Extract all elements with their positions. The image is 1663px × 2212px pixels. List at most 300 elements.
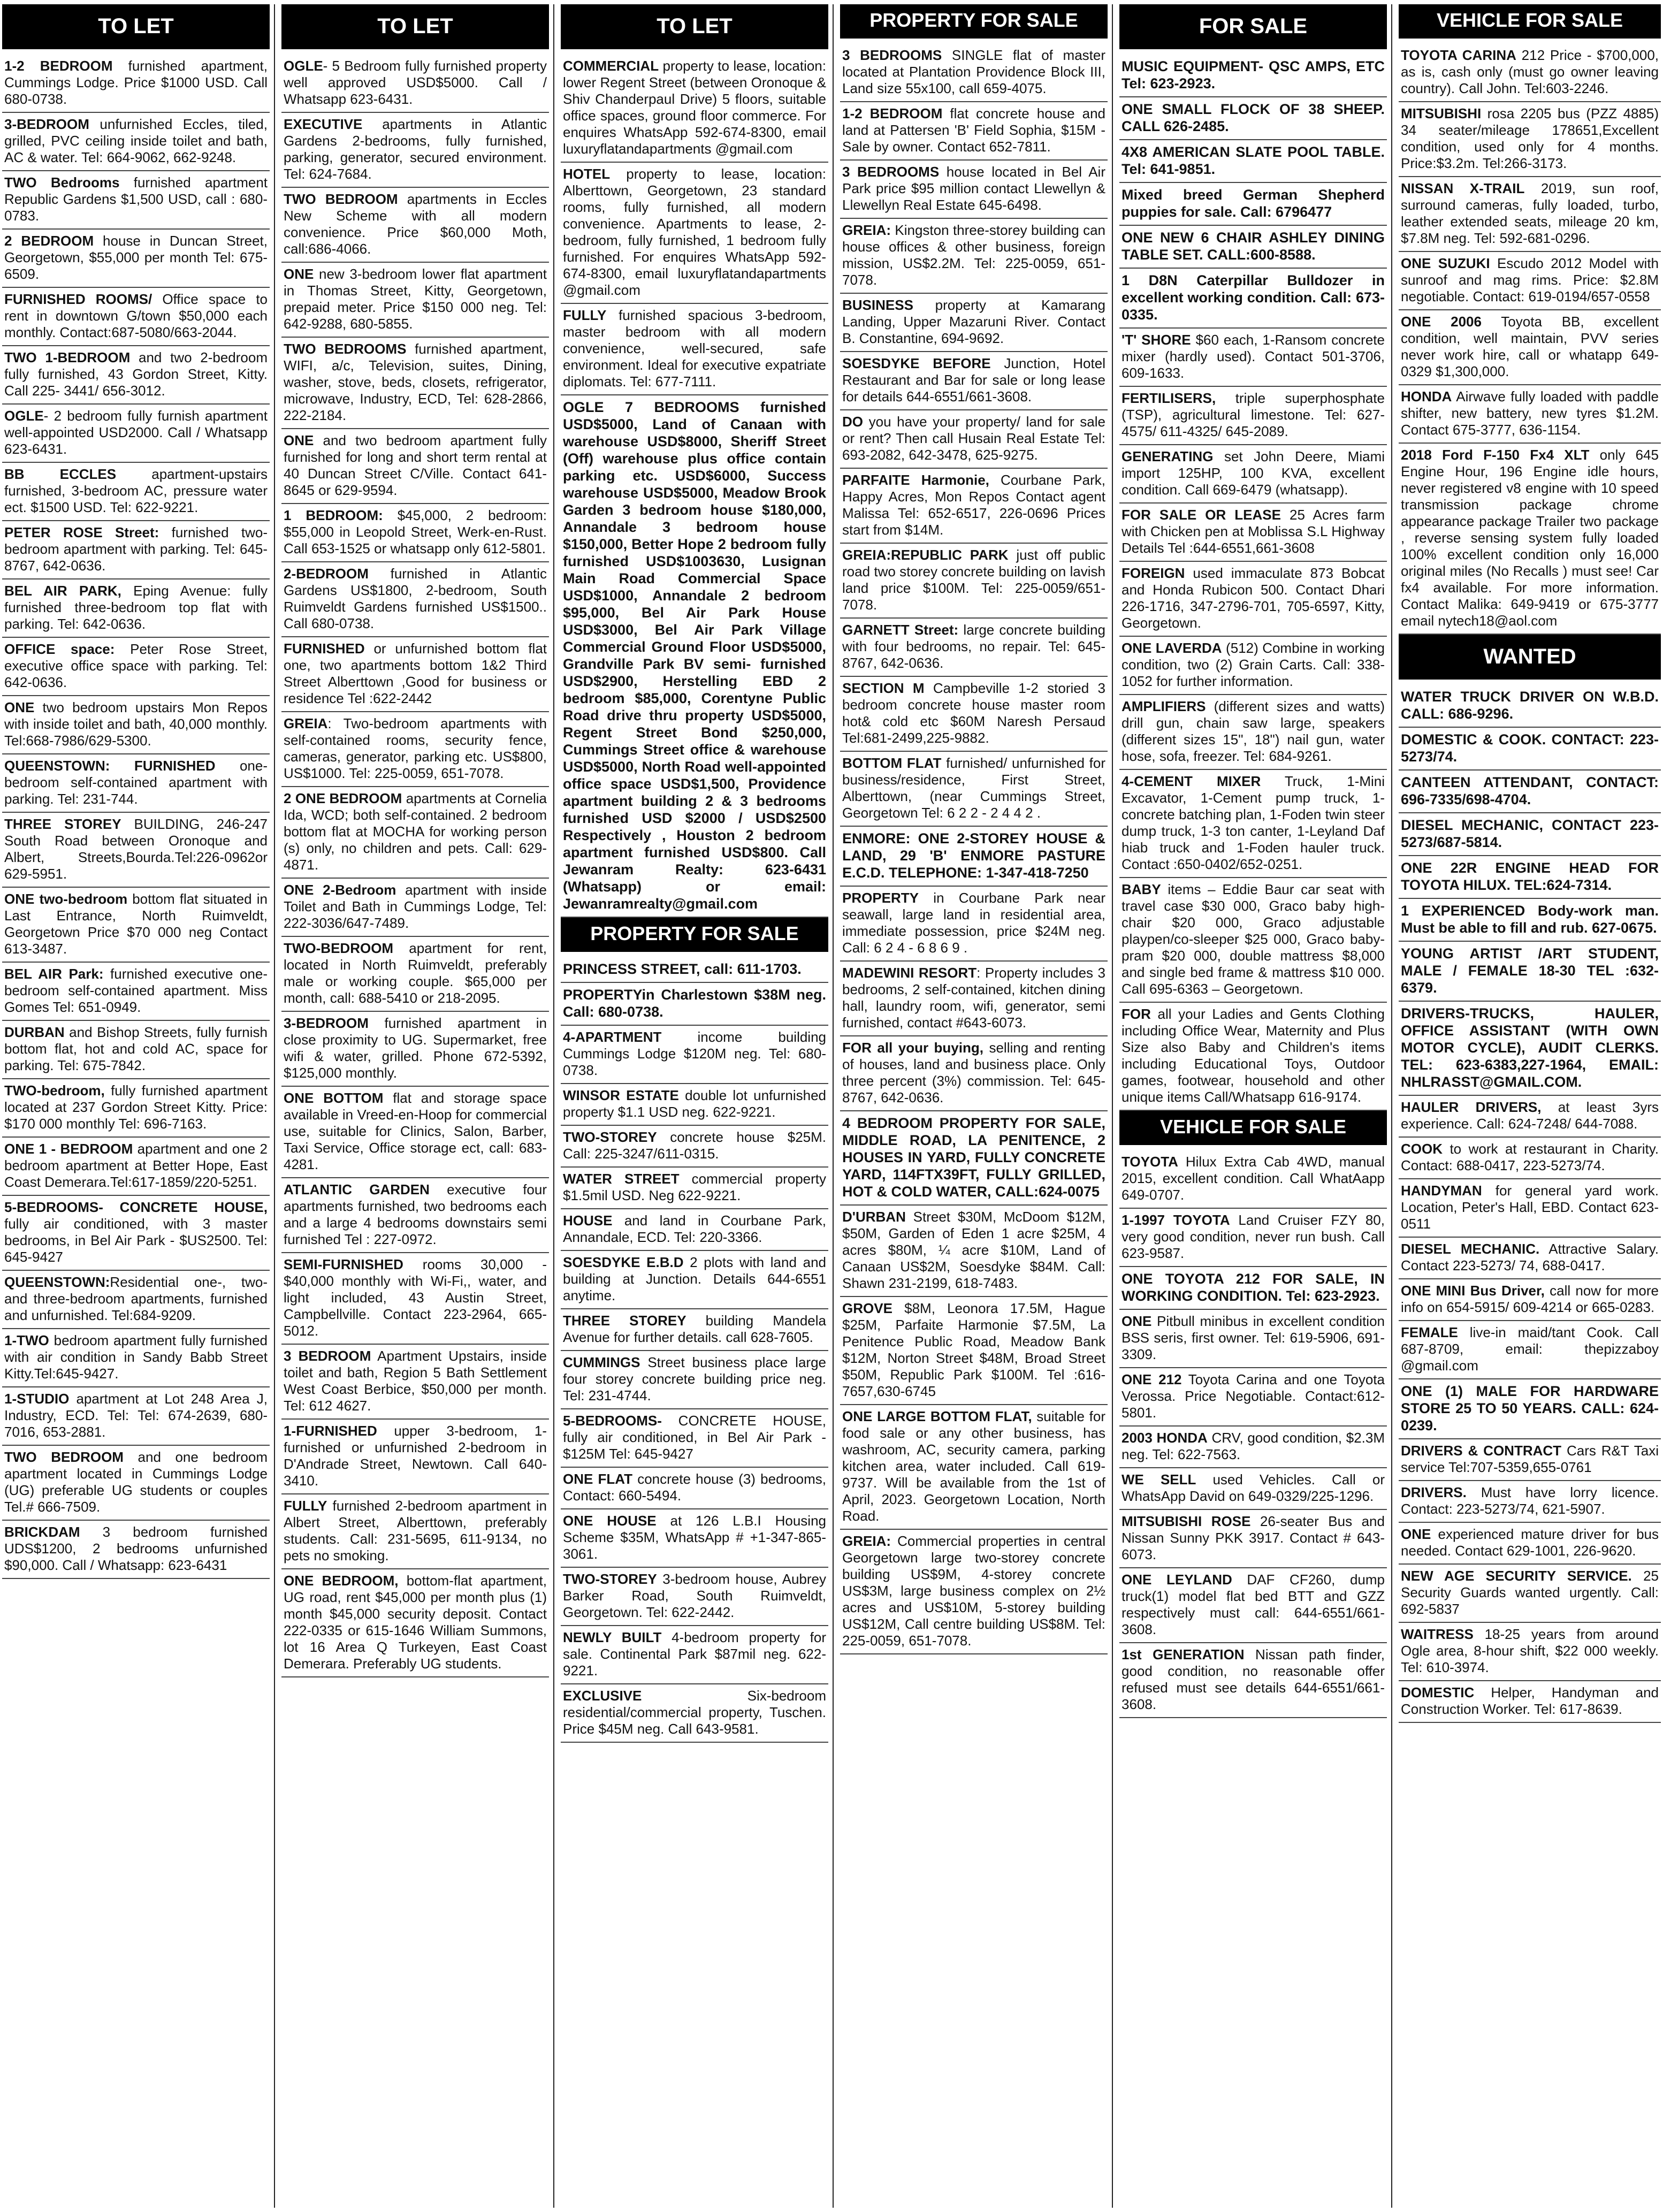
ad-headline: ONE SUZUKI bbox=[1401, 255, 1490, 271]
ad-headline: ONE 1 - BEDROOM bbox=[4, 1141, 133, 1157]
ad-headline: TWO BEDROOM bbox=[4, 1449, 124, 1465]
ad-headline: ONE (1) MALE FOR HARDWARE STORE 25 TO 50 YEARS. CALL: 624-0239. bbox=[1401, 1383, 1659, 1433]
ad-headline: NISSAN X-TRAIL bbox=[1401, 180, 1525, 196]
classified-ad bbox=[2, 813, 270, 888]
classified-ad bbox=[561, 1026, 828, 1084]
ad-headline: FULLY bbox=[284, 1498, 327, 1514]
ad-text: Toyota Carina and one Toyota Verossa. Price Negotiable. Contact:612-5801. bbox=[1122, 1371, 1385, 1421]
ad-headline: CUMMINGS bbox=[563, 1354, 640, 1370]
ad-text: Street business place large four storey concrete building price neg. Tel: 231-4744. bbox=[563, 1354, 826, 1404]
classified-ad bbox=[561, 1084, 828, 1126]
ad-headline: HOTEL bbox=[563, 166, 611, 182]
ad-text: at least 3yrs experience. Call: 624-7248/ 644-7088. bbox=[1401, 1099, 1659, 1132]
classified-ad bbox=[840, 294, 1108, 352]
ad-headline: OGLE bbox=[4, 408, 44, 424]
column-divider bbox=[1112, 4, 1113, 2208]
ad-headline: BOTTOM FLAT bbox=[842, 755, 942, 771]
ad-headline: 5-BEDROOMS- CONCRETE HOUSE, bbox=[4, 1199, 268, 1215]
ad-headline: ONE bbox=[284, 432, 314, 448]
ad-headline: ENMORE: ONE 2-STOREY HOUSE & LAND, 29 'B' ENMORE PASTURE E.C.D. TELEPHONE: 1-347-418-7250 bbox=[842, 830, 1105, 881]
ad-headline: TWO-bedroom, bbox=[4, 1082, 105, 1099]
classified-ad bbox=[1119, 1267, 1387, 1310]
column-2 bbox=[281, 4, 549, 2208]
ad-text: Courbane Park, Happy Acres, Mon Repos Contact agent Malissa Tel: 652-6517, 226-0696 Prices start from $14M. bbox=[842, 472, 1105, 538]
ad-text: just off public road two storey concrete building on lavish land price $100M. Tel: 225-0059/651-7078. bbox=[842, 547, 1105, 613]
ad-text: - 2 bedroom fully furnish apartment well-appointed USD2000. Call / Whatsapp 623-6431. bbox=[4, 408, 268, 457]
ad-headline: PROPERTY bbox=[842, 890, 919, 906]
ad-text: furnished/ unfurnished for business/residence, First Street, Alberttown, (near Cummings Street, Georgetown Tel: 6 2 2 - 2 4 4 2 . bbox=[842, 755, 1105, 821]
ad-text: property at Kamarang Landing, Upper Mazaruni River. Contact B. Constantine, 694-9692. bbox=[842, 297, 1105, 346]
classified-ad bbox=[1399, 771, 1661, 813]
ad-text: apartment with inside Toilet and Bath in Cummings Lodge, Tel: 222-3036/647-7489. bbox=[284, 882, 547, 931]
ad-text: 212 Price - $700,000, as is, cash only (must go owner leaving country). Call John. Tel:603-2246. bbox=[1401, 47, 1659, 96]
classified-ad bbox=[281, 188, 549, 263]
ad-text: bottom flat situated in Last Entrance, North Ruimveldt, Georgetown Price $70 000 neg Contact 613-3487. bbox=[4, 891, 268, 957]
classified-ad bbox=[281, 1569, 549, 1677]
ad-headline: FULLY bbox=[563, 307, 607, 323]
ad-text: Land Cruiser FZY 80, very good condition, never run bush. Call 623-9587. bbox=[1122, 1212, 1385, 1261]
classified-ad bbox=[1119, 770, 1387, 878]
ad-text: call now for more info on 654-5915/ 609-4214 or 665-0283. bbox=[1401, 1283, 1659, 1315]
ad-text: 4-bedroom property for sale. Continental Park $87mil neg. 622-9221. bbox=[563, 1629, 826, 1679]
classified-ad bbox=[840, 410, 1108, 469]
classified-ad bbox=[1399, 385, 1661, 444]
ad-text: bedroom apartment fully furnished with air condition in Sandy Babb Street Kitty.Tel:645-9427. bbox=[4, 1332, 268, 1382]
ad-headline: HOUSE bbox=[563, 1212, 613, 1229]
ad-text: concrete house (3) bedrooms, Contact: 660-5494. bbox=[563, 1471, 826, 1504]
classified-ad bbox=[1119, 55, 1387, 97]
ad-text: : Two-bedroom apartments with self-contained rooms, security fence, cameras, generator, parking etc. US$800, US$1000. Tel: 225-0059, 651-7078. bbox=[284, 715, 547, 781]
ad-text: BUILDING, 246-247 South Road between Oronoque and Albert, Streets,Bourda.Tel:226-0962or 629-5951. bbox=[4, 816, 268, 882]
classified-ad bbox=[561, 1468, 828, 1509]
classified-ad bbox=[840, 962, 1108, 1036]
ad-headline: BABY bbox=[1122, 881, 1161, 897]
ad-headline: DRIVERS. bbox=[1401, 1484, 1467, 1500]
ad-text: fully air conditioned, with 3 master bedrooms, in Bel Air Park - $US2500. Tel: 645-9427 bbox=[4, 1216, 268, 1265]
ad-text: Helper, Handyman and Construction Worker. Tel: 617-8639. bbox=[1401, 1684, 1659, 1717]
ad-headline: GREIA: bbox=[842, 222, 891, 238]
ad-text: 3-bedroom house, Aubrey Barker Road, South Ruimveldt, Georgetown. Tel: 622-2442. bbox=[563, 1571, 826, 1620]
ad-text: 3 bedroom furnished UDS$1200, 2 bedrooms unfurnished $90,000. Call / Whatsapp: 623-6431 bbox=[4, 1524, 268, 1573]
classified-ad bbox=[2, 888, 270, 963]
ad-headline: TOYOTA CARINA bbox=[1401, 47, 1516, 63]
ad-text: Attractive Salary. Contact 223-5273/ 74, 688-0417. bbox=[1401, 1241, 1659, 1273]
ad-text: double lot unfurnished property $1.1 USD neg. 622-9221. bbox=[563, 1087, 826, 1120]
ad-headline: ONE bbox=[4, 699, 35, 715]
ad-headline: SOESDYKE BEFORE bbox=[842, 355, 991, 371]
classified-ad bbox=[1399, 1002, 1661, 1096]
ad-headline: 4X8 AMERICAN SLATE POOL TABLE. Tel: 641-9851. bbox=[1122, 144, 1385, 177]
ad-text: Commercial properties in central Georgetown large two-storey concrete building US$9M, 4-storey concrete US$3M, large business complex on 2½ acres and US$10M, 5-storey building US$12M, Call centre building US$8M. Tel: 225-0059, 651-7078. bbox=[842, 1533, 1105, 1649]
ad-headline: 2 ONE BEDROOM bbox=[284, 790, 402, 806]
ad-headline: MADEWINI RESORT bbox=[842, 965, 977, 981]
ad-headline: 3 BEDROOM bbox=[284, 1348, 371, 1364]
ad-headline: WE SELL bbox=[1122, 1471, 1196, 1488]
classified-ad bbox=[1399, 1379, 1661, 1439]
ad-headline: HAULER DRIVERS, bbox=[1401, 1099, 1542, 1115]
ad-text: apartment-upstairs furnished, 3-bedroom AC, pressure water ect. $1500 USD. Tel: 622-9221. bbox=[4, 466, 268, 515]
classified-ad bbox=[281, 879, 549, 937]
classified-ad bbox=[561, 395, 828, 918]
ad-headline: 1-TWO bbox=[4, 1332, 49, 1348]
ad-text: 2 plots with land and building at Junction. Details 644-6551 anytime. bbox=[563, 1254, 826, 1303]
classified-ad bbox=[2, 113, 270, 171]
ad-headline: TWO-STOREY bbox=[563, 1129, 657, 1145]
ad-text: CONCRETE HOUSE, fully air conditioned, in Bel Air Park - $125M Tel: 645-9427 bbox=[563, 1413, 826, 1462]
ad-headline: 1-2 BEDROOM bbox=[842, 105, 943, 121]
ad-headline: 2 BEDROOM bbox=[4, 233, 94, 249]
ad-headline: MITSUBISHI bbox=[1401, 105, 1482, 121]
ad-text: furnished executive one-bedroom self-contained apartment. Miss Gomes Tel: 651-0949. bbox=[4, 966, 268, 1015]
ad-headline: NEW AGE SECURITY SERVICE. bbox=[1401, 1568, 1632, 1584]
ad-headline: GREIA:REPUBLIC PARK bbox=[842, 547, 1009, 563]
ad-headline: FEMALE bbox=[1401, 1324, 1458, 1340]
classified-ad bbox=[2, 463, 270, 521]
ad-headline: GREIA: bbox=[842, 1533, 891, 1549]
ad-headline: BRICKDAM bbox=[4, 1524, 80, 1540]
classified-ad bbox=[281, 1012, 549, 1087]
classified-ad bbox=[2, 696, 270, 754]
ad-headline: ONE 2-Bedroom bbox=[284, 882, 396, 898]
classified-ad bbox=[2, 754, 270, 813]
ad-headline: 4-CEMENT MIXER bbox=[1122, 773, 1261, 789]
classified-ad bbox=[2, 230, 270, 288]
classified-ad bbox=[840, 619, 1108, 677]
classified-ad bbox=[1119, 637, 1387, 695]
ad-text: SINGLE flat of master located at Plantation Providence Block III, Land size 55x100, call 659-4075. bbox=[842, 47, 1105, 96]
classified-ad bbox=[1119, 1003, 1387, 1111]
section-heading: TO LET bbox=[281, 4, 549, 49]
classified-ad bbox=[1399, 1238, 1661, 1279]
ad-text: upper 3-bedroom, 1-furnished or unfurnished 2-bedroom in D'Andrade Street, Newtown. Call 640-3410. bbox=[284, 1423, 547, 1489]
ad-text: apartment for rent, located in North Ruimveldt, preferably male or working couple. $65,000 per month, call: 688-5410 or 218-2095. bbox=[284, 940, 547, 1006]
ad-headline: THREE STOREY bbox=[4, 816, 121, 832]
ad-headline: 4 BEDROOM PROPERTY FOR SALE, MIDDLE ROAD, LA PENITENCE, 2 HOUSES IN YARD, FULLY CONCRETE YARD, 114FTX39FT, FULLY GRILLED, HOT & COLD WATER, CALL:624-0075 bbox=[842, 1115, 1105, 1200]
classified-ad bbox=[1119, 387, 1387, 445]
ad-text: furnished apartment Republic Gardens $1,500 USD, call : 680-0783. bbox=[4, 174, 268, 224]
ad-headline: QUEENSTOWN: FURNISHED bbox=[4, 758, 216, 774]
ad-headline: FERTILISERS, bbox=[1122, 390, 1216, 406]
classified-ad bbox=[840, 827, 1108, 887]
classified-ad bbox=[1119, 1150, 1387, 1209]
ad-text: in Courbane Park near seawall, large land in residential area, immediate possession, price $24M neg. Call: 6 2 4 - 6 8 6 9 . bbox=[842, 890, 1105, 956]
classified-ad bbox=[561, 1509, 828, 1568]
classified-ad bbox=[2, 1196, 270, 1271]
ad-headline: 3 BEDROOMS bbox=[842, 164, 940, 180]
classified-ad bbox=[561, 1409, 828, 1468]
classified-ad bbox=[1399, 728, 1661, 771]
ad-text: Eping Avenue: fully furnished three-bedroom top flat with parking. Tel: 642-0636. bbox=[4, 583, 268, 632]
classified-ad bbox=[1119, 1468, 1387, 1510]
ad-headline: TWO BEDROOMS bbox=[284, 341, 407, 357]
ad-headline: ONE FLAT bbox=[563, 1471, 633, 1487]
ad-headline: 3 BEDROOMS bbox=[842, 47, 942, 63]
classified-ad bbox=[1119, 1510, 1387, 1568]
classified-ad bbox=[561, 1351, 828, 1409]
ad-headline: 1st GENERATION bbox=[1122, 1646, 1245, 1662]
ad-headline: 1-STUDIO bbox=[4, 1391, 70, 1407]
classified-ad bbox=[281, 338, 549, 429]
classified-ad bbox=[840, 1297, 1108, 1405]
ad-text: house located in Bel Air Park price $95 million contact Llewellyn & Llewellyn Real Estate 645-6498. bbox=[842, 164, 1105, 213]
ad-headline: TWO BEDROOM bbox=[284, 191, 398, 207]
classified-ad bbox=[561, 1251, 828, 1309]
ad-headline: FOREIGN bbox=[1122, 565, 1185, 581]
ad-text: 2019, sun roof, surround cameras, fully loaded, turbo, leather extended seats, mileage 20 km, $7.8M neg. Tel: 592-681-0296. bbox=[1401, 180, 1659, 246]
ad-headline: DO bbox=[842, 414, 863, 430]
classified-ad bbox=[840, 1530, 1108, 1654]
ad-text: set John Deere, Miami import 125HP, 100 KVA, excellent condition. Call 669-6479 (whatsapp). bbox=[1122, 448, 1385, 498]
ad-text: selling and renting of houses, land and business place. Only three percent (3%) commission. Tel: 645-8767, 642-0636. bbox=[842, 1040, 1105, 1105]
ad-text: concrete house $25M. Call: 225-3247/611-0315. bbox=[563, 1129, 826, 1162]
ad-headline: YOUNG ARTIST /ART STUDENT, MALE / FEMALE 18-30 TEL :632-6379. bbox=[1401, 945, 1659, 996]
classified-ad bbox=[1399, 1481, 1661, 1523]
ad-text: 26-seater Bus and Nissan Sunny PKK 3917. Contact # 643-6073. bbox=[1122, 1513, 1385, 1562]
classified-ad bbox=[1119, 1643, 1387, 1718]
classified-ad bbox=[2, 1271, 270, 1329]
ad-text: apartments in Atlantic Gardens 2-bedrooms, fully furnished, parking, generator, secured environment. Tel: 624-7684. bbox=[284, 116, 547, 182]
ad-headline: COOK bbox=[1401, 1141, 1443, 1157]
classified-ad bbox=[561, 304, 828, 395]
classified-ad bbox=[1399, 1321, 1661, 1379]
ad-headline: ONE BOTTOM bbox=[284, 1090, 384, 1106]
ad-text: executive four apartments furnished, two bedrooms each and a large 4 bedrooms downstairs semi furnished Tel : 227-0972. bbox=[284, 1181, 547, 1247]
ad-text: Truck, 1-Mini Excavator, 1-Cement pump truck, 1-concrete batching plan, 1-Foden twin steer dump truck, 1-3 ton canter, 1-Leyland Daf hiab truck and 1-Foden hauler truck. Contact :650-0402/652-0251. bbox=[1122, 773, 1385, 872]
classified-ad bbox=[281, 712, 549, 787]
classified-ad bbox=[1399, 1096, 1661, 1138]
classified-ad bbox=[1119, 504, 1387, 562]
ad-headline: WATER TRUCK DRIVER ON W.B.D. CALL: 686-9296. bbox=[1401, 689, 1659, 722]
ad-headline: ONE MINI Bus Driver, bbox=[1401, 1283, 1545, 1299]
ad-headline: TWO 1-BEDROOM bbox=[4, 349, 131, 365]
ad-headline: 4-APARTMENT bbox=[563, 1029, 662, 1045]
ad-text: Toyota BB, excellent condition, well maintain, PVV series never work hire, call or whatapp 649-0329 $1,300,000. bbox=[1401, 314, 1659, 379]
ad-headline: FURNISHED ROOMS/ bbox=[4, 291, 152, 307]
ad-headline: 2-BEDROOM bbox=[284, 566, 369, 582]
classified-ad bbox=[1399, 310, 1661, 385]
ad-headline: 2003 HONDA bbox=[1122, 1430, 1208, 1446]
classified-ad bbox=[1119, 1209, 1387, 1267]
classified-ad bbox=[840, 1405, 1108, 1530]
ad-headline: SOESDYKE E.B.D bbox=[563, 1254, 684, 1270]
ad-headline: GARNETT Street: bbox=[842, 622, 959, 638]
ad-headline: EXCLUSIVE bbox=[563, 1688, 642, 1704]
ad-text: furnished two-bedroom apartment with parking. Tel: 645-8767, 642-0636. bbox=[4, 524, 268, 574]
classified-ad bbox=[281, 937, 549, 1012]
classified-ad bbox=[281, 1087, 549, 1178]
ad-headline: GENERATING bbox=[1122, 448, 1214, 464]
ad-text: property to lease, location: lower Regent Street (between Oronoque & Shiv Chanderpaul Drive) 5 floors, suitable office spaces, ground floor commerce. For enquires WhatsApp 592-674-8300, email luxuryflatandapartments @gmail.com bbox=[563, 58, 826, 157]
classified-ad bbox=[561, 1126, 828, 1168]
ad-text: CRV, good condition, $2.3M neg. Tel: 622-7563. bbox=[1122, 1430, 1385, 1462]
ad-text: Nissan path finder, good condition, no reasonable offer refused must see details 644-6551/661-3608. bbox=[1122, 1646, 1385, 1712]
classified-ad bbox=[2, 1021, 270, 1079]
ad-text: used immaculate 873 Bobcat and Honda Rubicon 500. Contact Dhari 226-1716, 347-2796-701, 705-6597, Kitty, Georgetown. bbox=[1122, 565, 1385, 631]
ad-headline: DURBAN bbox=[4, 1024, 65, 1040]
classified-ad bbox=[1399, 1138, 1661, 1179]
ad-text: in Charlestown $38M neg. Call: 680-0738. bbox=[563, 987, 826, 1020]
ad-headline: SECTION M bbox=[842, 680, 925, 696]
ad-headline: ONE 22R ENGINE HEAD FOR TOYOTA HILUX. TEL:624-7314. bbox=[1401, 860, 1659, 893]
ad-headline: NEWLY BUILT bbox=[563, 1629, 662, 1645]
classified-ad bbox=[840, 161, 1108, 219]
ad-headline: 1-FURNISHED bbox=[284, 1423, 377, 1439]
ad-text: Office space to rent in downtown G/town $50,000 each monthly. Contact:687-5080/663-2044. bbox=[4, 291, 268, 340]
ad-text: Kingston three-storey building can house offices & other business, foreign mission, US$2.2M. Tel: 225-0059, 651-7078. bbox=[842, 222, 1105, 288]
classified-ad bbox=[2, 346, 270, 405]
classified-ad bbox=[1399, 1681, 1661, 1723]
ad-headline: HANDYMAN bbox=[1401, 1183, 1482, 1199]
ad-headline: 1 BEDROOM: bbox=[284, 507, 383, 523]
ad-text: commercial property $1.5mil USD. Neg 622-9221. bbox=[563, 1171, 827, 1203]
ad-text: for general yard work. Location, Peter's Hall, EBD. Contact 623-0511 bbox=[1401, 1183, 1659, 1232]
classified-ad bbox=[1119, 97, 1387, 140]
classified-ad bbox=[1399, 252, 1661, 310]
column-1 bbox=[2, 4, 270, 2208]
classified-ad bbox=[1119, 329, 1387, 387]
classified-ad bbox=[561, 1209, 828, 1251]
ad-headline: QUEENSTOWN: bbox=[4, 1274, 110, 1290]
classified-ad bbox=[1399, 1439, 1661, 1481]
classified-ad bbox=[561, 1684, 828, 1743]
classified-ad bbox=[2, 1387, 270, 1446]
ad-headline: ONE bbox=[1122, 1313, 1152, 1329]
ad-headline: ONE NEW 6 CHAIR ASHLEY DINING TABLE SET. CALL:600-8588. bbox=[1122, 230, 1385, 263]
ad-headline: BEL AIR PARK, bbox=[4, 583, 121, 599]
ad-text: $8M, Leonora 17.5M, Hague $25M, Parfaite Harmonie $7.5M, La Penitence Public Road, Meadow Bank $12M, Norton Street $48M, Broad Street $50M, Republic Park $100M. Tel :616-7657,630-6745 bbox=[842, 1300, 1105, 1399]
ad-headline: THREE STOREY bbox=[563, 1313, 686, 1329]
ad-text: - 5 Bedroom fully furnished property well approved USD$5000. Call / Whatsapp 623-6431. bbox=[284, 58, 547, 107]
classified-ad bbox=[1119, 269, 1387, 329]
classified-ad bbox=[1399, 1523, 1661, 1565]
ad-text: apartments in Eccles New Scheme with all modern convenience. Price $60,000 Moth, call:686-4066. bbox=[284, 191, 547, 257]
classified-ad bbox=[1399, 1623, 1661, 1681]
ad-text: or unfurnished bottom flat one, two apartments bottom 1&2 Third Street Alberttown ,Good for business or residence Tel :622-2442 bbox=[284, 640, 547, 706]
ad-text: two bedroom upstairs Mon Repos with inside toilet and bath, 40,000 monthly. Tel:668-7986/629-5300. bbox=[4, 699, 268, 749]
classified-ad bbox=[2, 171, 270, 230]
ad-headline: 2018 Ford F-150 Fx4 XLT bbox=[1401, 447, 1590, 463]
classified-ad bbox=[840, 677, 1108, 752]
ad-text: and two 2-bedroom fully furnished, 43 Gordon Street, Kitty. Call 225- 3441/ 656-3012. bbox=[4, 349, 268, 399]
ad-text: DAF CF260, dump truck(1) model flat bed BTT and GZZ respectively must call: 644-6551/661-3608. bbox=[1122, 1572, 1385, 1637]
ad-text: flat and storage space available in Vreed-en-Hoop for commercial use, suitable for Clinics, Salon, Barber, Taxi Service, Office storage ect, call: 683-4281. bbox=[284, 1090, 547, 1172]
classified-ad bbox=[1119, 695, 1387, 770]
ad-headline: ONE 2006 bbox=[1401, 314, 1482, 330]
classified-ad bbox=[1119, 445, 1387, 504]
ad-headline: PARFAITE Harmonie, bbox=[842, 472, 989, 488]
ad-headline: FOR SALE OR LEASE bbox=[1122, 507, 1281, 523]
classified-ad bbox=[1399, 899, 1661, 942]
ad-headline: DRIVERS & CONTRACT bbox=[1401, 1443, 1562, 1459]
ad-headline: ONE bbox=[284, 266, 314, 282]
classified-ad bbox=[2, 1329, 270, 1387]
section-heading: PROPERTY FOR SALE bbox=[840, 4, 1108, 39]
ad-headline: BEL AIR Park: bbox=[4, 966, 104, 982]
classified-ad bbox=[1119, 1427, 1387, 1468]
ad-headline: DOMESTIC & COOK. CONTACT: 223-5273/74. bbox=[1401, 731, 1659, 765]
ad-headline: 1 D8N Caterpillar Bulldozer in excellent working condition. Call: 673-0335. bbox=[1122, 272, 1385, 323]
classified-ad bbox=[1399, 1279, 1661, 1321]
ad-text: Residential one-, two- and three-bedroom apartments, furnished and unfurnished. Tel:684-9209. bbox=[4, 1274, 268, 1323]
ad-headline: PROPERTY bbox=[563, 987, 642, 1003]
ad-text: Pitbull minibus in excellent condition BSS seris, first owner. Tel: 619-5906, 691-3309. bbox=[1122, 1313, 1385, 1362]
ad-headline: ONE BEDROOM, bbox=[284, 1573, 399, 1589]
classified-ad bbox=[281, 1253, 549, 1345]
ad-headline: ONE TOYOTA 212 FOR SALE, IN WORKING CONDITION. Tel: 623-2923. bbox=[1122, 1271, 1385, 1304]
classified-ad bbox=[2, 638, 270, 696]
ad-headline: WAITRESS bbox=[1401, 1626, 1474, 1642]
ad-text: furnished in Atlantic Gardens US$1800, 2-bedroom, South Ruimveldt Gardens furnished US$1500.. Call 680-0738. bbox=[284, 566, 547, 631]
ad-headline: MITSUBISHI ROSE bbox=[1122, 1513, 1251, 1529]
ad-headline: PETER ROSE Street: bbox=[4, 524, 159, 540]
classified-ad bbox=[2, 1138, 270, 1196]
classified-ad bbox=[1119, 1310, 1387, 1368]
ad-headline: PRINCESS STREET, bbox=[563, 961, 700, 977]
ad-text: Apartment Upstairs, inside toilet and bath, Region 5 Bath Settlement West Coast Berbice, $50,000 per month. Tel: 612 4627. bbox=[284, 1348, 547, 1414]
ad-headline: TWO Bedrooms bbox=[4, 174, 120, 190]
classified-ad bbox=[1399, 444, 1661, 635]
ad-headline: DOMESTIC bbox=[1401, 1684, 1475, 1700]
classified-ad bbox=[281, 1494, 549, 1569]
ad-text: new 3-bedroom lower flat apartment in Thomas Street, Kitty, Georgetown, prepaid meter. Price $150 000 neg. Tel: 642-9288, 680-5855. bbox=[284, 266, 547, 332]
ad-text: : Property includes 3 bedrooms, 2 self-contained, kitchen dining hall, laundry room, wifi, generator, semi furnished, contact #643-6073. bbox=[842, 965, 1105, 1031]
ad-headline: Mixed breed German Shepherd puppies for sale. Call: 6796477 bbox=[1122, 187, 1385, 220]
classified-ad bbox=[840, 469, 1108, 544]
ad-text: Cars R&T Taxi service Tel:707-5359,655-0761 bbox=[1401, 1443, 1659, 1475]
ad-headline: TWO-BEDROOM bbox=[284, 940, 394, 956]
ad-headline: DIESEL MECHANIC, CONTACT 223-5273/687-5814. bbox=[1401, 817, 1659, 850]
classified-ad bbox=[840, 887, 1108, 962]
ad-headline: OGLE bbox=[284, 58, 323, 74]
classified-ad bbox=[281, 637, 549, 712]
classified-ad bbox=[2, 963, 270, 1021]
ad-text: building Mandela Avenue for further details. call 628-7605. bbox=[563, 1313, 827, 1345]
ad-headline: ONE LAVERDA bbox=[1122, 640, 1222, 656]
ad-text: all your Ladies and Gents Clothing including Office Wear, Maternity and Plus Size also Baby and Children's items including Educational Toys, Outdoor games, footwear, household and other unique items Call/Whatsapp 616-9174. bbox=[1122, 1006, 1385, 1105]
ad-headline: 3-BEDROOM bbox=[284, 1015, 369, 1031]
classified-ad bbox=[2, 55, 270, 113]
ad-text: rooms 30,000 - $40,000 monthly with Wi-Fi,, water, and light included, 43 Austin Street, Campbellville. Contact 223-2964, 665-5012. bbox=[284, 1256, 547, 1339]
classified-ad bbox=[840, 1111, 1108, 1206]
ad-headline: CANTEEN ATTENDANT, CONTACT: 696-7335/698-4704. bbox=[1401, 774, 1659, 807]
column-divider bbox=[553, 4, 554, 2208]
ad-text: furnished apartment in close proximity to UG. Supermarket, free wifi & water, grilled. Phone 672-5392, $125,000 monthly. bbox=[284, 1015, 547, 1081]
ad-text: only 645 Engine Hour, 196 Engine idle hours, never registered v8 engine with 10 speed transmission package chrome appearance package Trailer two package , reverse sensing system fully loaded 100% excellent condition only 16,000 original miles (No Recalls ) must see! Car fx4 available. For more information. Contact Malika: 649-9419 or 675-3777 email nytech18@aol.com bbox=[1401, 447, 1659, 629]
ad-headline: ONE LEYLAND bbox=[1122, 1572, 1232, 1588]
classified-ad bbox=[281, 1345, 549, 1420]
classified-ad bbox=[281, 263, 549, 338]
section-heading: WANTED bbox=[1399, 635, 1661, 680]
ad-text: furnished 2-bedroom apartment in Albert Street, Alberttown, preferably students. Call: 231-5695, 611-9134, no pets no smoking. bbox=[284, 1498, 547, 1563]
ad-text: Airwave fully loaded with paddle shifter, new battery, new tyres $1.2M. Contact 675-3777, 636-1154. bbox=[1401, 388, 1659, 438]
classified-ad bbox=[1399, 685, 1661, 728]
classified-ad bbox=[2, 521, 270, 579]
ad-text: property to lease, location: Alberttown, Georgetown, 23 standard rooms, fully furnished, all modern convenience. Apartments to lease, 2-bedroom, fully furnished, 1 bedroom fully furnished. For enquires WhatsApp 592-674-8300, email luxuryflatandapartments @gmail.com bbox=[563, 166, 826, 298]
classified-ad bbox=[561, 1168, 828, 1209]
classified-ad bbox=[840, 1036, 1108, 1111]
ad-headline: GREIA bbox=[284, 715, 328, 731]
ad-headline: 3-BEDROOM bbox=[4, 116, 89, 132]
ad-text: furnished spacious 3-bedroom, master bedroom with all modern convenience, well-secured, safe environment. Ideal for executive expatriate diplomats. Tel: 677-7111. bbox=[563, 307, 826, 390]
ad-text: one-bedroom self-contained apartment with parking. Tel: 231-744. bbox=[4, 758, 268, 807]
ad-text: (different sizes and watts) drill gun, chain saw large, speakers (different sizes 15", 18") nail gun, water hose, sofa, freezer. Tel: 684-9261. bbox=[1122, 698, 1385, 764]
ad-text: fully furnished apartment located at 237 Gordon Street Kitty. Price: $170 000 monthly Tel: 696-7163. bbox=[4, 1082, 268, 1132]
ad-headline: OFFICE space: bbox=[4, 641, 115, 657]
classified-ad bbox=[561, 957, 828, 983]
column-5 bbox=[1119, 4, 1387, 2208]
section-heading: FOR SALE bbox=[1119, 4, 1387, 49]
ad-headline: TWO-STOREY bbox=[563, 1571, 657, 1587]
